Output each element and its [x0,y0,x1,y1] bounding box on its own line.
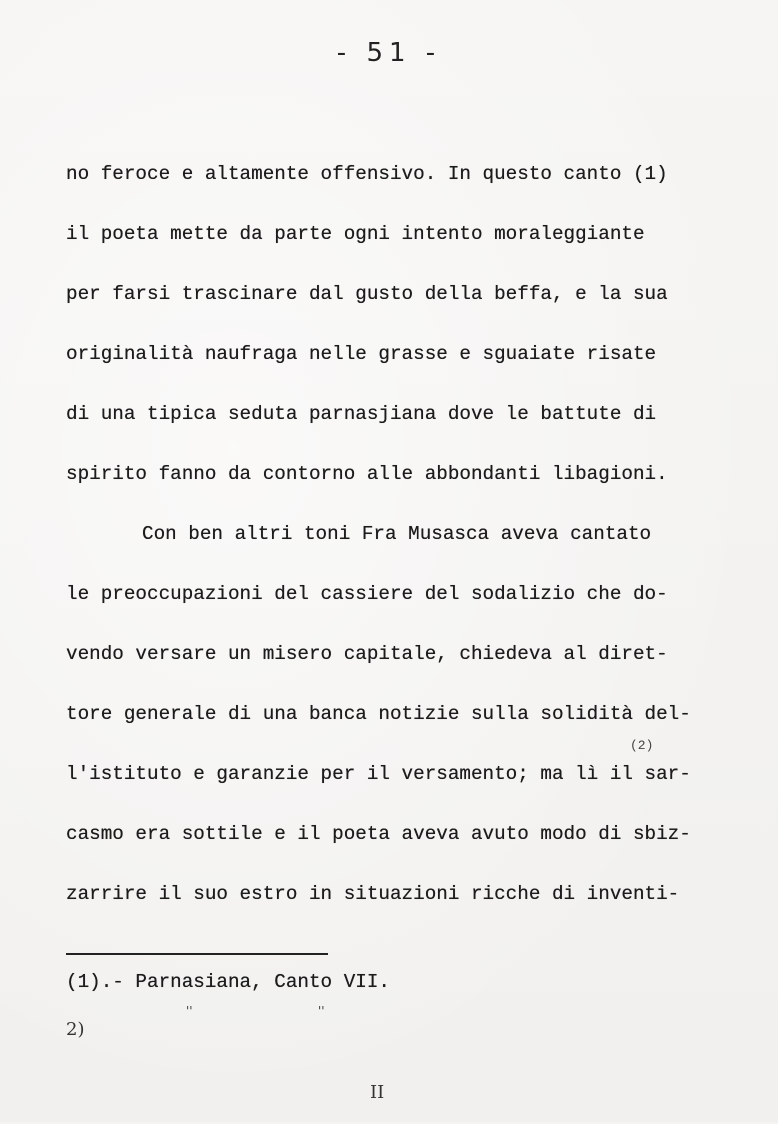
ditto-mark: '' [318,1004,325,1018]
text-line: zarrire il suo estro in situazioni ricche di inventi- [66,883,680,905]
page-number: - 51 - [336,38,442,68]
text-line: di una tipica seduta parnasjiana dove le battute di [66,403,657,425]
paragraph-first-line: Con ben altri toni Fra Musasca aveva cantato [142,523,652,545]
text-line: spirito fanno da contorno alle abbondanti libagioni. [66,463,668,485]
text-line: originalità naufraga nelle grasse e sguaiate risate [66,343,657,365]
text-line: le preoccupazioni del cassiere del sodalizio che do- [66,583,668,605]
text-line: per farsi trascinare dal gusto della beffa, e la sua [66,283,668,305]
footnote-reference-2: (2) [630,738,654,753]
footnote-2-marker: 2) [66,1019,85,1040]
footnote-2-canto: II [370,1082,385,1103]
body-text [66,152,746,932]
text-line: vendo versare un misero capitale, chiedeva al diret- [66,643,668,665]
text-line: casmo era sottile e il poeta aveva avuto modo di sbiz- [66,823,691,845]
text-line: no feroce e altamente offensivo. In questo canto (1) [66,163,668,185]
text-line: tore generale di una banca notizie sulla solidità del- [66,703,691,725]
footnote-2-handwritten [66,998,746,1103]
ditto-mark: '' [186,1004,193,1018]
footnote-1: (1).- Parnasiana, Canto VII. [66,971,390,993]
footnote-divider [66,953,328,955]
text-line: l'istituto e garanzie per il versamento; ma lì il sar- [66,763,691,785]
footnotes [66,966,746,1103]
text-line: il poeta mette da parte ogni intento moraleggiante [66,223,645,245]
